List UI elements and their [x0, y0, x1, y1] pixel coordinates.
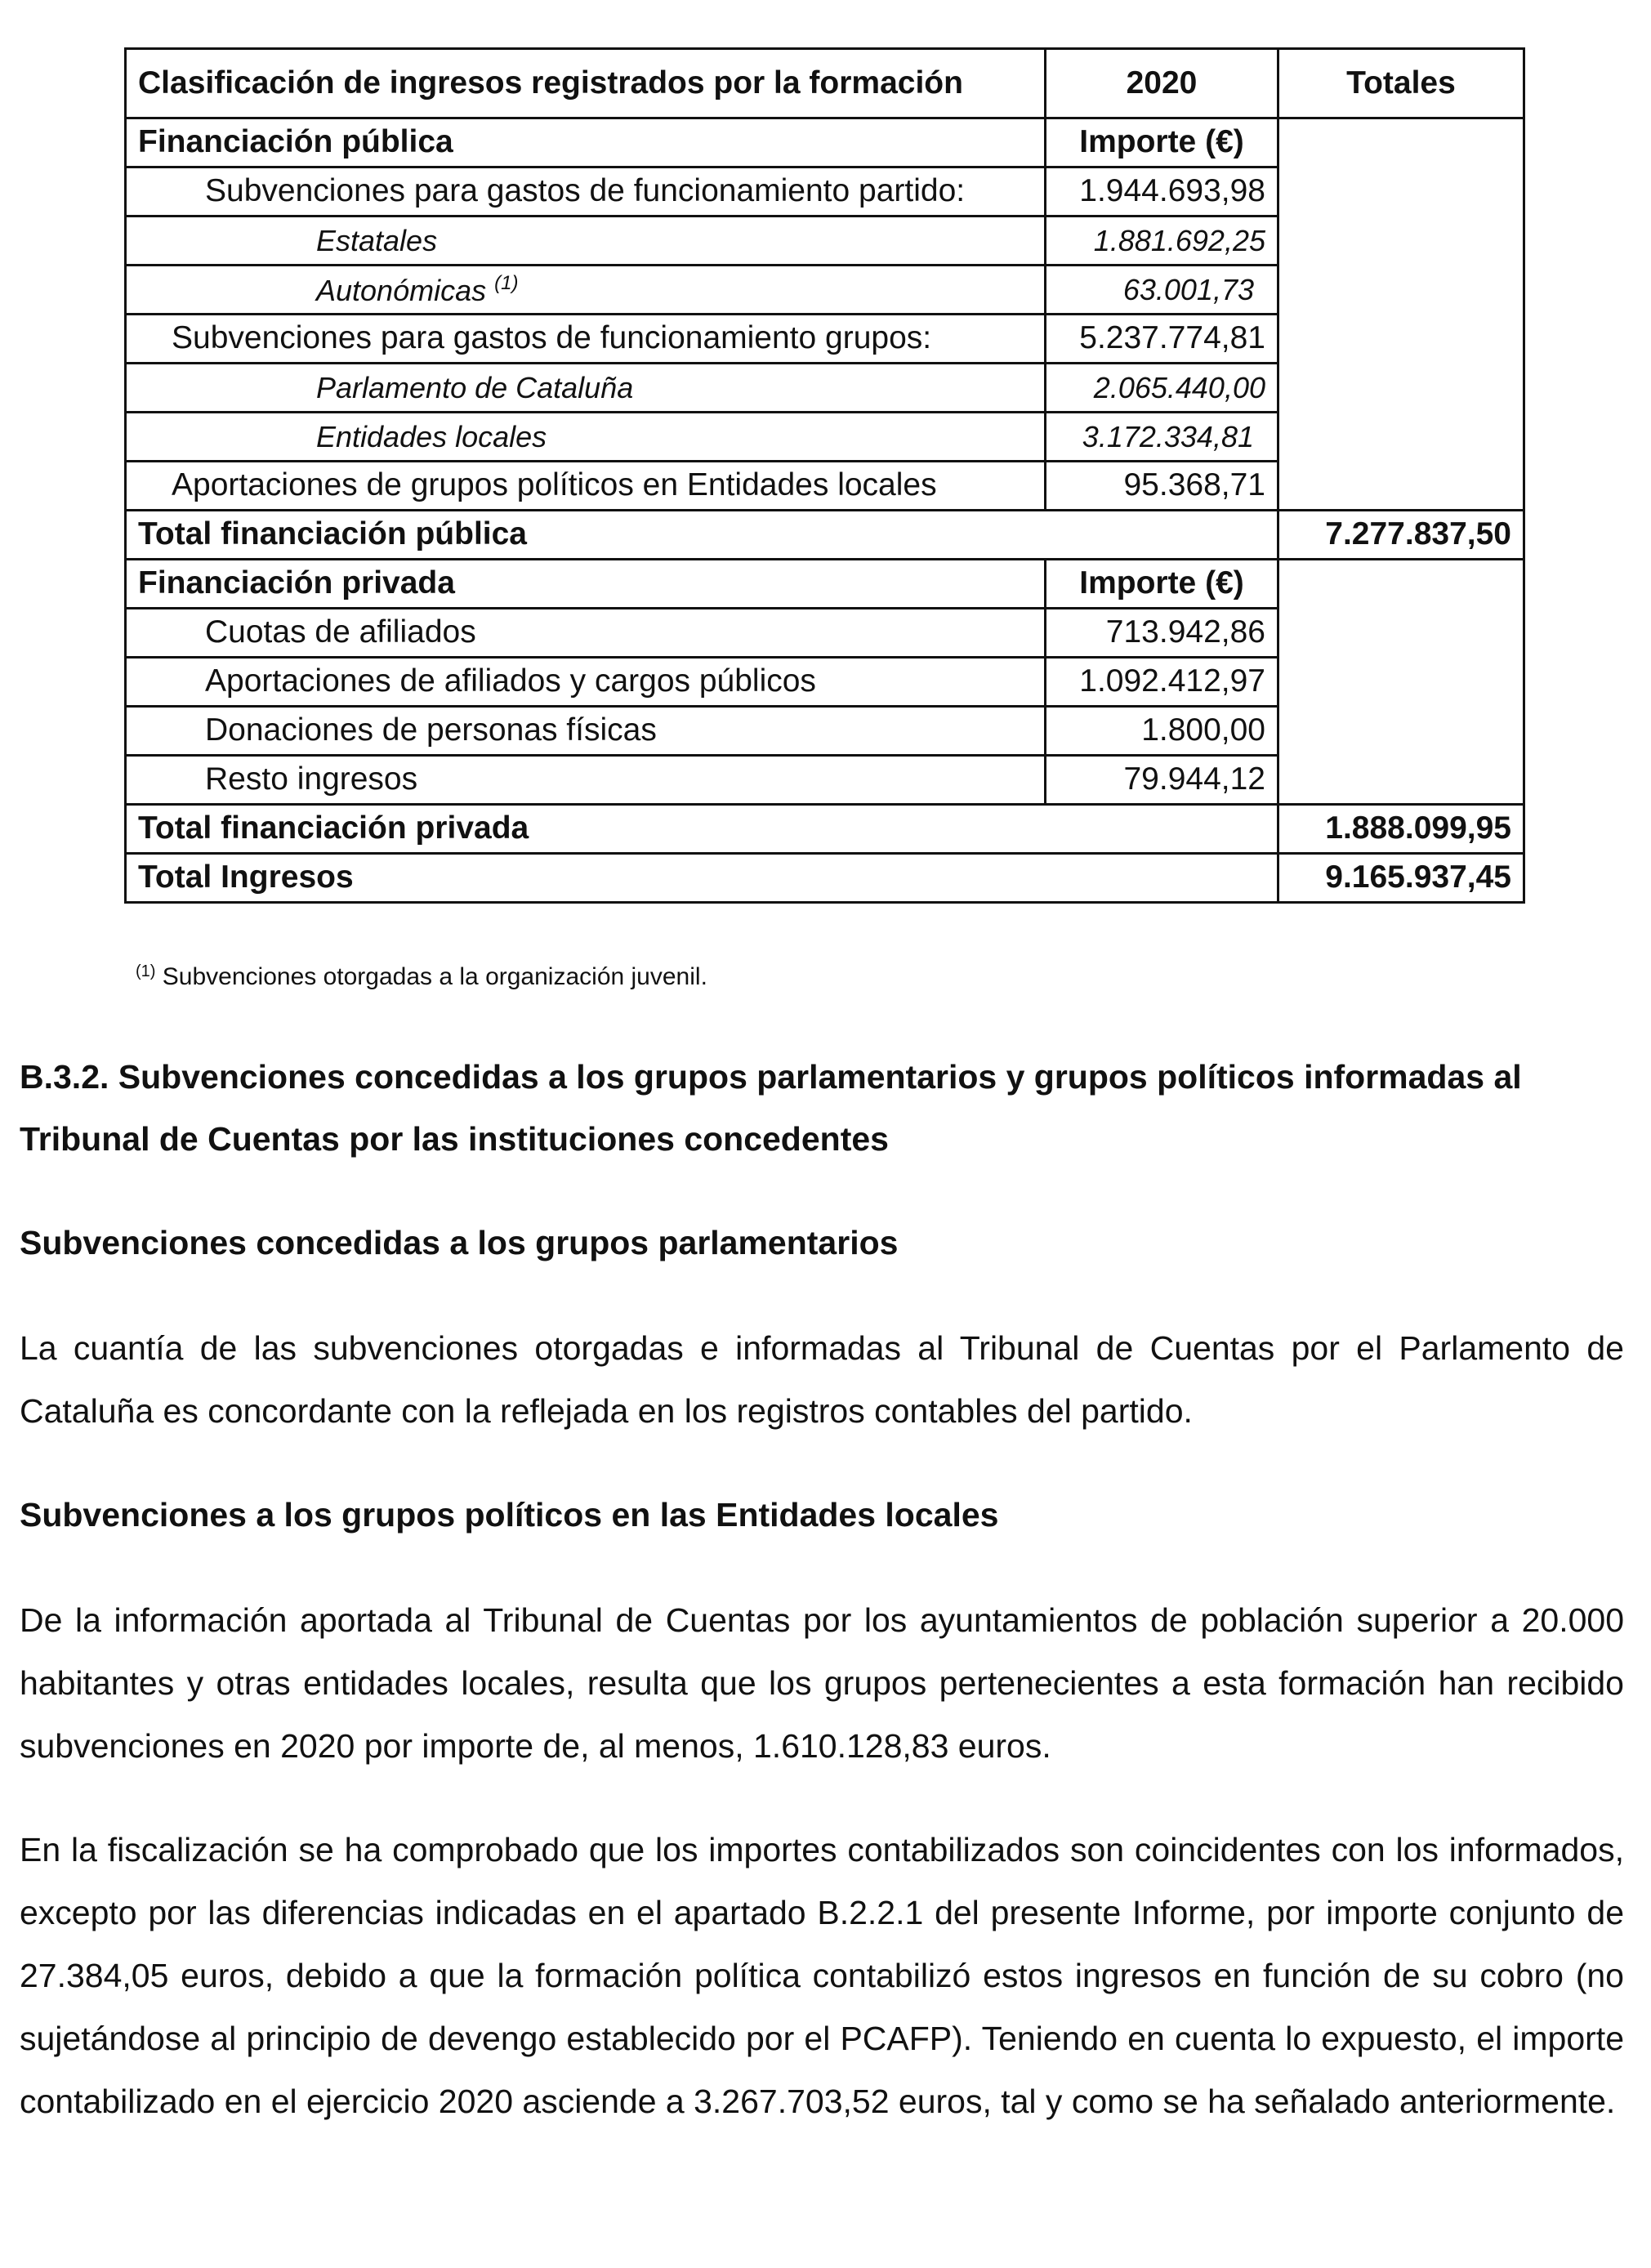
table-row	[126, 364, 1524, 413]
private-total-row	[126, 805, 1524, 854]
table-row	[126, 315, 1524, 364]
row-label: Entidades locales	[126, 413, 1046, 462]
row-label: Subvenciones para gastos de funcionamiento grupos:	[126, 315, 1046, 364]
table-row	[126, 462, 1524, 511]
row-value: 713.942,86	[1046, 609, 1278, 658]
table-row	[126, 167, 1524, 217]
table-row	[126, 217, 1524, 266]
row-label: Aportaciones de grupos políticos en Entidades locales	[126, 462, 1046, 511]
row-value: 2.065.440,00	[1046, 364, 1278, 413]
row-label-text: Autonómicas	[316, 273, 487, 307]
paragraph-parliamentary: La cuantía de las subvenciones otorgadas e informadas al Tribunal de Cuentas por el Parlamento de Cataluña es concordante con la reflejada en los registros contables del partido.	[20, 1329, 1624, 1430]
grand-total-row	[126, 854, 1524, 903]
public-amount-header: Importe (€)	[1046, 118, 1278, 167]
public-total-row	[126, 511, 1524, 560]
row-value: 79.944,12	[1046, 756, 1278, 805]
paragraph-local-1: De la información aportada al Tribunal de Cuentas por los ayuntamientos de población superior a 20.000 habitantes y otras entidades locales, resulta que los grupos pertenecientes a esta formación han recibido subvenciones en 2020 por importe de, al menos, 1.610.128,83 euros.	[20, 1601, 1624, 1765]
row-label: Parlamento de Cataluña	[126, 364, 1046, 413]
row-label: Subvenciones para gastos de funcionamiento partido:	[126, 167, 1046, 217]
grand-total-value: 9.165.937,45	[1278, 854, 1524, 903]
row-value: 1.092.412,97	[1046, 658, 1278, 707]
grand-total-label: Total Ingresos	[126, 854, 1278, 903]
row-label: Estatales	[126, 217, 1046, 266]
row-label	[126, 266, 1046, 315]
section-heading: B.3.2. Subvenciones concedidas a los grupos parlamentarios y grupos políticos informadas al Tribunal de Cuentas por las instituciones concedentes	[20, 1058, 1522, 1158]
subsection-heading-local: Subvenciones a los grupos políticos en las Entidades locales	[20, 1496, 999, 1534]
header-year: 2020	[1046, 49, 1278, 118]
public-financing-header-row	[126, 118, 1524, 167]
public-financing-title: Financiación pública	[126, 118, 1046, 167]
private-financing-title: Financiación privada	[126, 560, 1046, 609]
private-financing-header-row	[126, 560, 1524, 609]
footnote-text: Subvenciones otorgadas a la organización juvenil.	[162, 963, 707, 990]
footnote-mark: (1)	[136, 962, 156, 980]
paragraph-local-2: En la fiscalización se ha comprobado que los importes contabilizados son coincidentes con los informados, excepto por las diferencias indicadas en el apartado B.2.2.1 del presente Informe, por importe conjunto de 27.384,05 euros, debido a que la formación política contabilizó estos ingresos en función de su cobro (no sujetándose al principio de devengo establecido por el PCAFP). Teniendo en cuenta lo expuesto, el importe contabilizado en el ejercicio 2020 asciende a 3.267.703,52 euros, tal y como se ha señalado anteriormente.	[20, 1831, 1624, 2120]
footnote-ref: (1)	[494, 271, 519, 294]
row-label: Aportaciones de afiliados y cargos públicos	[126, 658, 1046, 707]
row-value: 63.001,73	[1046, 266, 1278, 315]
table-row	[126, 756, 1524, 805]
row-label: Resto ingresos	[126, 756, 1046, 805]
table-row	[126, 266, 1524, 315]
table-row	[126, 658, 1524, 707]
income-classification-table	[124, 47, 1525, 904]
table-row	[126, 707, 1524, 756]
row-label: Donaciones de personas físicas	[126, 707, 1046, 756]
private-total-value: 1.888.099,95	[1278, 805, 1524, 854]
row-value: 5.237.774,81	[1046, 315, 1278, 364]
row-value: 95.368,71	[1046, 462, 1278, 511]
row-value: 3.172.334,81	[1046, 413, 1278, 462]
table-row	[126, 413, 1524, 462]
private-amount-header: Importe (€)	[1046, 560, 1278, 609]
subsection-heading-parliamentary: Subvenciones concedidas a los grupos parlamentarios	[20, 1224, 899, 1261]
private-total-label: Total financiación privada	[126, 805, 1278, 854]
row-value: 1.881.692,25	[1046, 217, 1278, 266]
header-classification: Clasificación de ingresos registrados por la formación	[126, 49, 1046, 118]
row-value: 1.800,00	[1046, 707, 1278, 756]
header-totals: Totales	[1278, 49, 1524, 118]
row-label: Cuotas de afiliados	[126, 609, 1046, 658]
table-row	[126, 609, 1524, 658]
public-total-label: Total financiación pública	[126, 511, 1278, 560]
row-value: 1.944.693,98	[1046, 167, 1278, 217]
table-footnote	[136, 962, 707, 991]
public-total-value: 7.277.837,50	[1278, 511, 1524, 560]
table-header-row	[126, 49, 1524, 118]
